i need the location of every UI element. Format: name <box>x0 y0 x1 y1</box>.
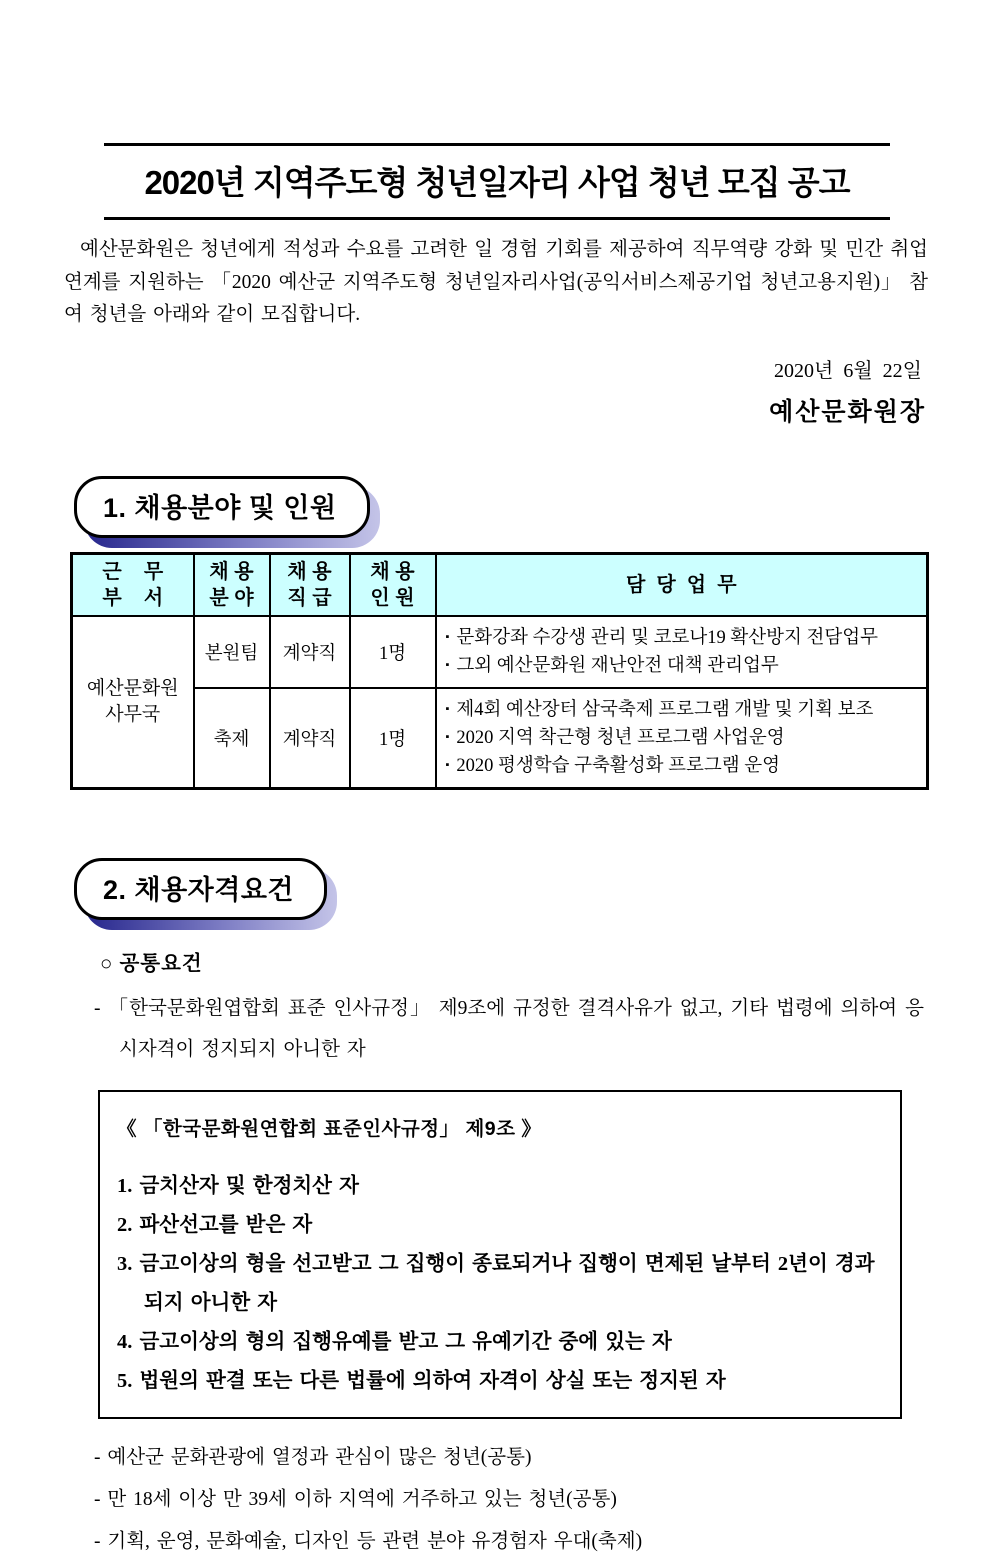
header-duty: 담 당 업 무 <box>436 553 928 616</box>
header-field-line1: 채 용 <box>209 560 254 583</box>
section2-heading-row <box>74 858 928 920</box>
square-bullet-icon: ▪ <box>445 730 450 743</box>
extra-requirement-item: - 예산군 문화관광에 열정과 관심이 많은 청년(공통) <box>94 1446 532 1468</box>
regulation-box-title: 《 「한국문화원연합회 표준인사규정」 제9조 》 <box>117 1117 542 1140</box>
signer-name: 예산문화원장 <box>769 398 926 426</box>
duty-text: 제4회 예산장터 삼국축제 프로그램 개발 및 기획 보조 <box>456 699 874 720</box>
duty-item <box>446 624 921 652</box>
cell-duties <box>436 616 928 688</box>
dept-line1: 예산문화원 <box>86 677 179 699</box>
regulation-items <box>117 1167 886 1401</box>
cell-duties <box>436 688 928 789</box>
cell-dept <box>72 616 194 789</box>
cell-count: 1명 <box>350 688 436 789</box>
duty-item <box>446 652 921 680</box>
duty-item <box>446 724 921 752</box>
duty-text: 그외 예산문화원 재난안전 대책 관리업무 <box>456 655 779 676</box>
header-grade-line2: 직 급 <box>287 586 332 609</box>
section1-badge <box>74 476 370 538</box>
document-page <box>0 143 992 1552</box>
table-header-row <box>72 553 928 616</box>
section2-heading: 2. 채용자격요건 <box>74 858 327 920</box>
common-requirement-item: - 「한국문화원엽합회 표준 인사규정」 제9조에 규정한 결격사유가 없고, 기타 법령에 의하여 응시자격이 정지되지 아니한 자 <box>94 997 924 1060</box>
duty-text: 2020 평생학습 구축활성화 프로그램 운영 <box>456 755 780 776</box>
common-requirements-label: ○ 공통요건 <box>100 952 203 975</box>
section1-heading-row <box>74 476 928 538</box>
header-field <box>194 553 270 616</box>
regulation-box <box>98 1090 902 1419</box>
extra-requirement-item: - 기획, 운영, 문화예술, 디자인 등 관련 분야 유경험자 우대(축제) <box>94 1530 643 1552</box>
section1-heading: 1. 채용분야 및 인원 <box>74 476 370 538</box>
header-dept-line1: 근 무 <box>102 560 164 583</box>
header-field-line2: 분 야 <box>209 586 254 609</box>
announcement-date: 2020년 6월 22일 <box>774 359 922 382</box>
regulation-item: 2. 파산선고를 받은 자 <box>117 1213 313 1236</box>
header-grade <box>270 553 350 616</box>
header-count <box>350 553 436 616</box>
square-bullet-icon: ▪ <box>445 630 450 643</box>
header-count-line1: 채 용 <box>370 560 415 583</box>
header-grade-line1: 채 용 <box>287 560 332 583</box>
regulation-item: 1. 금치산자 및 한정치산 자 <box>117 1174 359 1197</box>
title-rule-bottom <box>104 217 890 220</box>
header-dept <box>72 553 194 616</box>
extra-requirements <box>94 1437 928 1563</box>
duty-item <box>446 696 921 724</box>
square-bullet-icon: ▪ <box>445 702 450 715</box>
dept-line2: 사무국 <box>105 703 161 725</box>
cell-field: 축제 <box>194 688 270 789</box>
table-row <box>72 688 928 789</box>
table-row <box>72 616 928 688</box>
header-dept-line2: 부 서 <box>102 586 164 609</box>
square-bullet-icon: ▪ <box>445 758 450 771</box>
duty-text: 2020 지역 착근형 청년 프로그램 사업운영 <box>456 727 785 748</box>
section2-badge <box>74 858 327 920</box>
duty-item <box>446 752 921 780</box>
regulation-item: 4. 금고이상의 형의 집행유예를 받고 그 유예기간 중에 있는 자 <box>117 1330 672 1353</box>
intro-paragraph: 예산문화원은 청년에게 적성과 수요를 고려한 일 경험 기회를 제공하여 직무역량 강화 및 민간 취업 연계를 지원하는 「2020 예산군 지역주도형 청년일자리사업(공익서비스제공기업 청년고용지원)」 참여 청년을 아래와 같이 모집합니다. <box>64 239 928 325</box>
cell-field: 본원팀 <box>194 616 270 688</box>
recruitment-table <box>70 552 929 790</box>
cell-grade: 계약직 <box>270 688 350 789</box>
header-count-line2: 인 원 <box>370 586 415 609</box>
cell-count: 1명 <box>350 616 436 688</box>
duty-text: 문화강좌 수강생 관리 및 코로나19 확산방지 전담업무 <box>456 627 878 648</box>
regulation-item: 5. 법원의 판결 또는 다른 법률에 의하여 자격이 상실 또는 정지된 자 <box>117 1369 726 1392</box>
square-bullet-icon: ▪ <box>445 658 450 671</box>
title-banner <box>104 143 890 220</box>
regulation-item: 3. 금고이상의 형을 선고받고 그 집행이 종료되거나 집행이 면제된 날부터 2년이 경과되지 아니한 자 <box>117 1252 875 1314</box>
document-title: 2020년 지역주도형 청년일자리 사업 청년 모집 공고 <box>144 164 850 201</box>
extra-requirement-item: - 만 18세 이상 만 39세 이하 지역에 거주하고 있는 청년(공통) <box>94 1488 617 1510</box>
cell-grade: 계약직 <box>270 616 350 688</box>
